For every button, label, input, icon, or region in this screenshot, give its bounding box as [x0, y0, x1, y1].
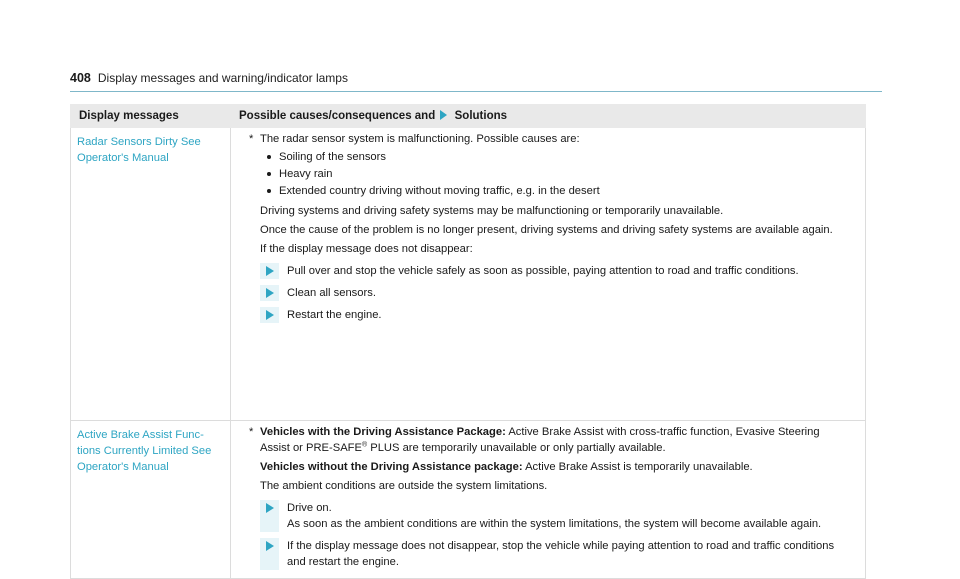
asterisk: *	[249, 133, 254, 145]
list-item: Heavy rain	[266, 166, 857, 183]
message-line: tions Currently Limited See	[77, 445, 212, 457]
step-text-continued: and restart the engine.	[287, 556, 399, 568]
no-package-label: Vehicles without the Driving Assistance package:	[260, 461, 523, 473]
list-item: Soiling of the sensors	[266, 149, 857, 166]
no-package-text: Active Brake Assist is temporarily unavailable.	[525, 461, 753, 473]
asterisk: *	[249, 426, 254, 438]
display-messages-table	[70, 104, 866, 579]
package-text: Active Brake Assist with cross-traffic function, Evasive Steering	[508, 426, 820, 438]
recovery-text: Once the cause of the problem is no longer present, driving systems and driving safety systems are available again.	[260, 224, 833, 236]
solution-step	[260, 263, 857, 279]
solution-step	[260, 538, 857, 570]
triangle-right-icon	[266, 503, 274, 513]
triangle-right-icon	[440, 110, 447, 120]
solution-step	[260, 500, 857, 532]
solution-step	[260, 307, 857, 323]
page-number: 408	[70, 71, 91, 85]
page-header	[70, 71, 882, 92]
solution-step	[260, 285, 857, 301]
step-text: As soon as the ambient conditions are within the system limitations, the system will become available again.	[287, 518, 822, 530]
causes-cell	[231, 128, 866, 421]
step-text: Pull over and stop the vehicle safely as soon as possible, paying attention to road and traffic conditions.	[287, 265, 799, 277]
triangle-right-icon	[266, 310, 274, 320]
message-text: Radar Sensors Dirty See Operator's Manual	[77, 136, 201, 164]
consequence-text: Driving systems and driving safety systems may be malfunctioning or temporarily unavailable.	[260, 205, 724, 217]
step-text: Restart the engine.	[287, 309, 382, 321]
persist-text: If the display message does not disappear:	[260, 243, 473, 255]
cause-list	[266, 149, 857, 200]
triangle-right-icon	[266, 541, 274, 551]
step-text: If the display message does not disappear, stop the vehicle while paying attention to road and traffic conditions	[287, 540, 835, 552]
registered-mark: ®	[361, 441, 368, 449]
ambient-text: The ambient conditions are outside the system limitations.	[260, 480, 548, 492]
package-label: Vehicles with the Driving Assistance Package:	[260, 426, 506, 438]
triangle-right-icon	[266, 266, 274, 276]
cause-line	[249, 131, 857, 147]
package-text-continued: Assist or PRE-SAFE® PLUS are temporarily unavailable or only partially available.	[260, 441, 666, 454]
column-header-display-messages: Display messages	[71, 105, 231, 128]
column-header-causes-solutions	[231, 105, 866, 128]
table-row	[71, 128, 866, 421]
cause-line	[249, 424, 857, 440]
table-row	[71, 421, 866, 579]
message-line: Active Brake Assist Func-	[77, 429, 204, 441]
column-header-causes-label: Possible causes/consequences and	[239, 110, 436, 122]
triangle-right-icon	[266, 288, 274, 298]
list-item: Extended country driving without moving traffic, e.g. in the desert	[266, 183, 857, 200]
step-text: Clean all sensors.	[287, 287, 376, 299]
no-package-line	[260, 459, 857, 475]
column-header-solutions-label: Solutions	[454, 110, 508, 122]
message-radar-sensors	[71, 128, 231, 421]
message-active-brake-assist	[71, 421, 231, 579]
step-title: Drive on.	[287, 502, 332, 514]
page-header-title: Display messages and warning/indicator lamps	[97, 71, 348, 85]
message-line: Operator's Manual	[77, 461, 169, 473]
causes-cell	[231, 421, 866, 579]
cause-text: The radar sensor system is malfunctioning. Possible causes are:	[260, 133, 580, 145]
table-header-row	[71, 105, 866, 128]
